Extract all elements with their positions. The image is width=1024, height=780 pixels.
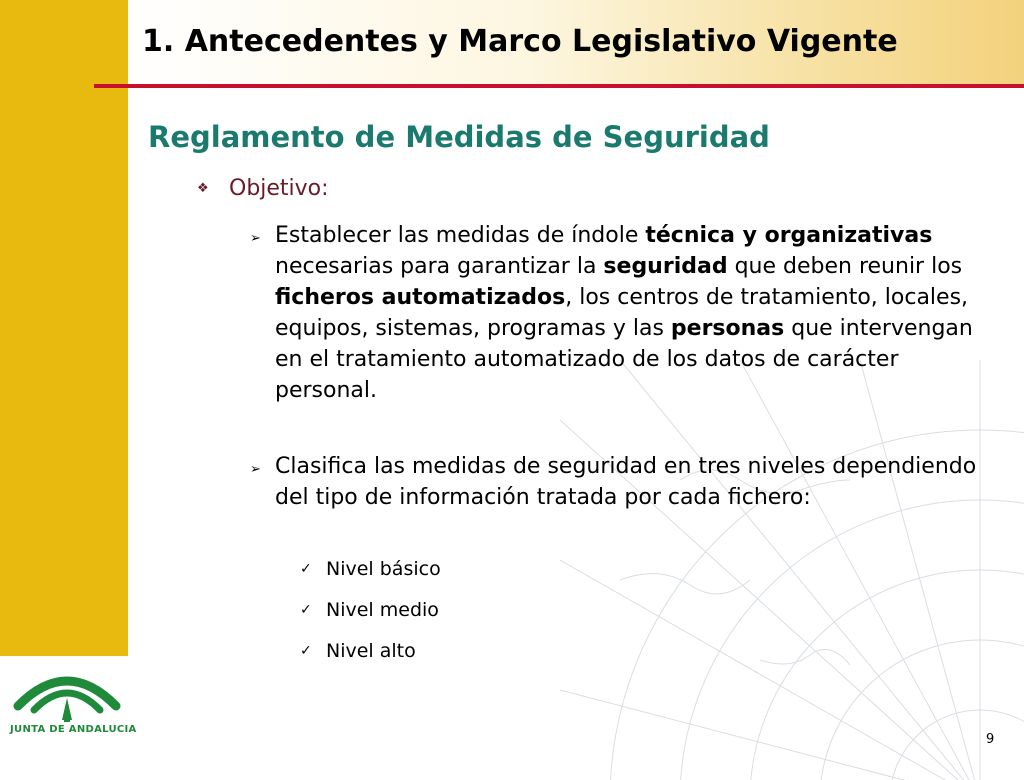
level-label: Nivel medio (326, 599, 439, 621)
objective-point-1: Establecer las medidas de índole técnica y organizativas necesarias para garantizar la seguridad que deben reunir los ficheros automatizados, los centros de tratamiento, locales, equipos, sistemas, programas y las personas que intervengan en el tratamiento automatizado de los datos de carácter personal. (275, 223, 973, 403)
level-item (300, 599, 439, 621)
checkmark-icon: ✓ (300, 643, 312, 659)
diamond-cluster-icon: ❖ (197, 181, 209, 196)
level-label: Nivel básico (326, 558, 441, 580)
slide-title: 1. Antecedentes y Marco Legislativo Vigente (142, 24, 898, 59)
objective-point-2: Clasifica las medidas de seguridad en tres niveles dependiendo del tipo de información tratada por cada fichero: (275, 454, 977, 510)
accent-sidebar (0, 0, 128, 656)
section-heading: Reglamento de Medidas de Seguridad (148, 120, 770, 154)
checkmark-icon: ✓ (300, 602, 312, 618)
level-item (300, 640, 416, 662)
checkmark-icon: ✓ (300, 561, 312, 577)
objective-label: Objetivo: (229, 176, 329, 201)
level-item (300, 558, 441, 580)
title-underline (94, 84, 1024, 88)
page-number: 9 (986, 732, 995, 747)
arrowhead-icon: ➢ (250, 231, 261, 246)
objective-item (197, 176, 329, 201)
arrowhead-icon: ➢ (250, 462, 261, 477)
level-label: Nivel alto (326, 640, 416, 662)
globe-watermark-icon (560, 360, 1024, 780)
logo-text: JUNTA DE ANDALUCIA (10, 724, 137, 735)
